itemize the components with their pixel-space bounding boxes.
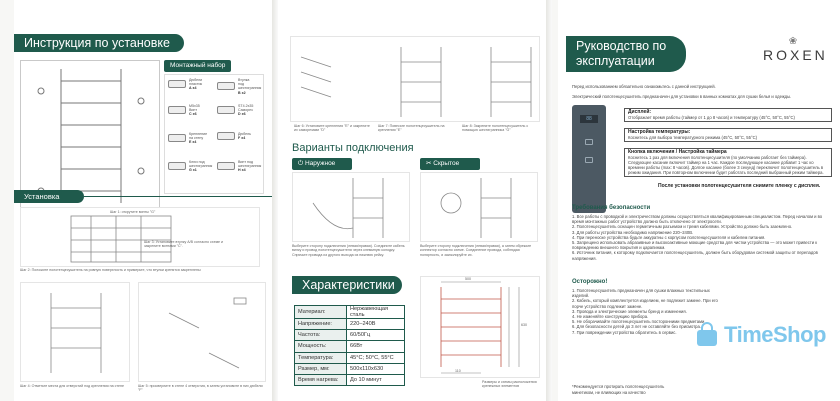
kit-title: Монтажный набор: [164, 60, 231, 72]
hidden-connection-diagram: [420, 172, 538, 242]
list-item: 2. Полотенцесушитель оснащен герметичным разъемом и тремя кабелями. Устройство должно быть заземлено.: [572, 224, 793, 230]
scissors-icon: ✂: [426, 160, 434, 167]
panel-connection: [278, 0, 546, 401]
caution-title: Осторожно!: [572, 279, 608, 285]
screw-icon: [168, 106, 186, 114]
list-item: 7. При повреждении устройства обратитесь в сервис.: [572, 329, 677, 335]
brand-logo: ❀ ROXEN: [763, 36, 828, 63]
list-item: 5. Запрещено использовать абразивные и высокоактивные моющие средства для чистки устройства — это может привести к повреждению внешнего покрытия и царапинам.: [572, 240, 818, 251]
towel-rail-diagram: [20, 60, 160, 210]
list-item: 4. При переноске устройства будьте аккуратны с корпусом полотенцесушителя и кабелем питания.: [572, 234, 766, 240]
table-row: Время нагрева: До 10 минут: [295, 374, 405, 385]
safety-list: [572, 214, 834, 261]
step-5-caption: Шаг 5: просверлите в стене 4 отверстия, в затем установите в них дюбели "F": [138, 384, 263, 393]
steps-6-8-diagram: [290, 36, 540, 122]
shopping-bag-icon: [694, 322, 720, 348]
table-row: Мощность: 66Вт: [295, 341, 405, 352]
install-subtitle: Установка: [14, 190, 84, 203]
temperature-callout: Настройка температуры: Коснитесь для выбора температурного режима (45°C, 50°C, 55°C): [624, 128, 832, 142]
temperature-button-icon: [585, 139, 593, 145]
fold-line: [546, 0, 552, 401]
table-row: Частота: 60/50Гц: [295, 330, 405, 341]
dimensions-note: Размеры и схемы расположения крепежных элементов: [482, 380, 537, 389]
step-7-caption: Шаг 7: Повесьте полотенцесушитель на крепления "E": [378, 124, 445, 133]
step-2-caption: Шаг 2: Положите полотенцесушитель на ровную поверхность и примерьте, что втулки крепятся закреплены: [20, 268, 201, 272]
hex-screw-icon: [217, 162, 235, 170]
hex-key-icon: [168, 162, 186, 170]
hidden-connection-text: Выберите сторону подключения (левая/правая), а затем обрежьте коннектор согласно схеме. Соединение провода, соблюдая полярность, и заизолируйте их.: [420, 244, 532, 257]
step-3-caption: Шаг 3: Установите втулку A/B согласно схеме и закрепите винтами "C".: [144, 240, 224, 249]
timer-callout: Кнопка включения / Настройка таймера Коснитесь 1 раз для включения полотенцесушителя (по умолчанию работает без таймера). Следующее касание включит таймер на 1 час. Каждое последующее касание добавит 1 час ко времени работы (max: 8 часов). Долгое касание (более 3 секунд) переключит полотенцесушитель в режим ожидания. При повторном включении будет работать последний выбранный режим таймера.: [624, 148, 832, 177]
kit-item: Дюбели пластик A x4: [168, 78, 207, 91]
plug-icon: ⏻: [298, 160, 305, 167]
outer-connection-text: Выберите сторону подключения (левая/правая). Соедините кабель вилку и провод полотенцесушителя через клеммную колодку. Спрячьте провода из другого выхода из нижнюю рейку.: [292, 244, 405, 257]
display-icon: 88: [580, 115, 598, 123]
kit-item: ST4.2x35 Саморез D x6: [217, 104, 256, 117]
step-5-diagram: [138, 282, 266, 382]
dim-depth: 110: [455, 369, 461, 373]
kit-item: Дюбель F x4: [217, 132, 256, 140]
list-item: 6. Источник питания, к которому подключается полотенцесушитель, должен быть оборудован системой защиты от перепадов напряжения.: [572, 250, 818, 261]
list-item: 1. Полотенцесушитель предназначен для сушки влажных текстильных изделий.: [572, 288, 710, 299]
table-row: Напряжение: 220–240В: [295, 319, 405, 330]
control-panel-image: [572, 105, 606, 213]
power-button-icon: [585, 157, 593, 163]
display-callout: Дисплей: Отображает время работы (таймер от 1 до 8 часов) и температуру (45°C, 50°C, 55°C): [624, 108, 832, 122]
list-item: 3. Для работы устройства необходимо напряжение 220–240В.: [572, 229, 694, 235]
outer-connection-diagram: [292, 172, 410, 242]
list-item: 3. Провода и электрические элементы бренд и изменения.: [572, 308, 687, 314]
self-tapping-screw-icon: [217, 106, 235, 114]
kit-item: Винт под шестигранник H x4: [217, 160, 256, 173]
step-4-diagram: [20, 282, 130, 382]
list-item: 1. Все работы с проводкой и электричеством должны осуществляться квалифицированным специалистом. Перед началом и во время монтажных работ устройство должно быть отключено от электросети.: [572, 214, 823, 225]
kit-item: Ключ под шестигранник G x1: [168, 160, 207, 173]
kit-item: Втулка под шестигранник B x2: [217, 78, 256, 95]
table-row: Материал: Нержавеющая сталь: [295, 306, 405, 319]
list-item: 2. Кабель, который комплектуется изделием, не подлежит замене. При его порче устройство подлежит замене.: [572, 298, 718, 309]
hidden-connection-label: ✂ Скрытое: [420, 158, 480, 170]
table-row: Температура: 45°C; 50°C, 55°C: [295, 352, 405, 363]
table-row: Размер, мм: 500x110x630: [295, 363, 405, 374]
dowel-icon: [217, 132, 235, 140]
safety-title: Требования безопасности: [572, 205, 651, 211]
wall-mount-icon: [168, 134, 186, 142]
kit-item: Крепление на стену E x4: [168, 132, 207, 145]
outer-connection-label: ⏻ Наружное: [292, 158, 352, 170]
intro-2: Электрический полотенцесушитель предназначен для установки в ванных комнатах для сушки белья и одежды.: [572, 94, 792, 99]
step-4-caption: Шаг 4: Отметьте места для отверстий под крепления на стене: [20, 384, 124, 388]
dimensions-diagram: [420, 276, 540, 378]
intro-1: Перед использованием обязательно ознакомьтесь с данной инструкцией.: [572, 84, 716, 89]
connection-title: Варианты подключения: [292, 142, 414, 154]
divider: [84, 196, 272, 197]
dowel-icon: [168, 80, 186, 88]
step-8-caption: Шаг 8: Закрепите полотенцесушитель с помощью шестигранника "G": [462, 124, 529, 133]
list-item: 5. Не оборачивайте полотенцесушитель посторонними предметами.: [572, 319, 706, 325]
footer-note-1: *Рекомендуется протирать полотенцесушитель: [572, 384, 665, 389]
step-1-2-diagram: [20, 207, 260, 267]
lotus-icon: ❀: [788, 36, 798, 47]
after-install-note: После установки полотенцесушителя снимите пленку с дисплея.: [658, 183, 821, 189]
step-1-caption: Шаг 1: открутите винты "G": [110, 210, 156, 214]
specs-title: Характеристики: [292, 276, 402, 294]
specs-table: [294, 305, 405, 386]
manual-title: Руководство по эксплуатации: [566, 36, 686, 72]
footer-note-2: минетиком, не влияющих на качество: [572, 390, 646, 395]
dim-width: 500: [465, 277, 471, 281]
dim-height: 630: [521, 323, 527, 327]
list-item: 4. Не изменяйте конструкцию прибора.: [572, 314, 649, 320]
installation-title: Инструкция по установке: [14, 34, 184, 52]
step-6-caption: Шаг 6: Установите крепления "E" и закрепите их саморезами "D": [294, 124, 370, 133]
panel-installation: [14, 0, 272, 401]
kit-item: M5x35 Винт C x6: [168, 104, 207, 117]
bushing-icon: [217, 82, 235, 90]
list-item: 6. Для безопасности детей до 3 лет не оставляйте без присмотра.: [572, 324, 702, 330]
timeshop-watermark: TimeShop: [694, 322, 826, 348]
